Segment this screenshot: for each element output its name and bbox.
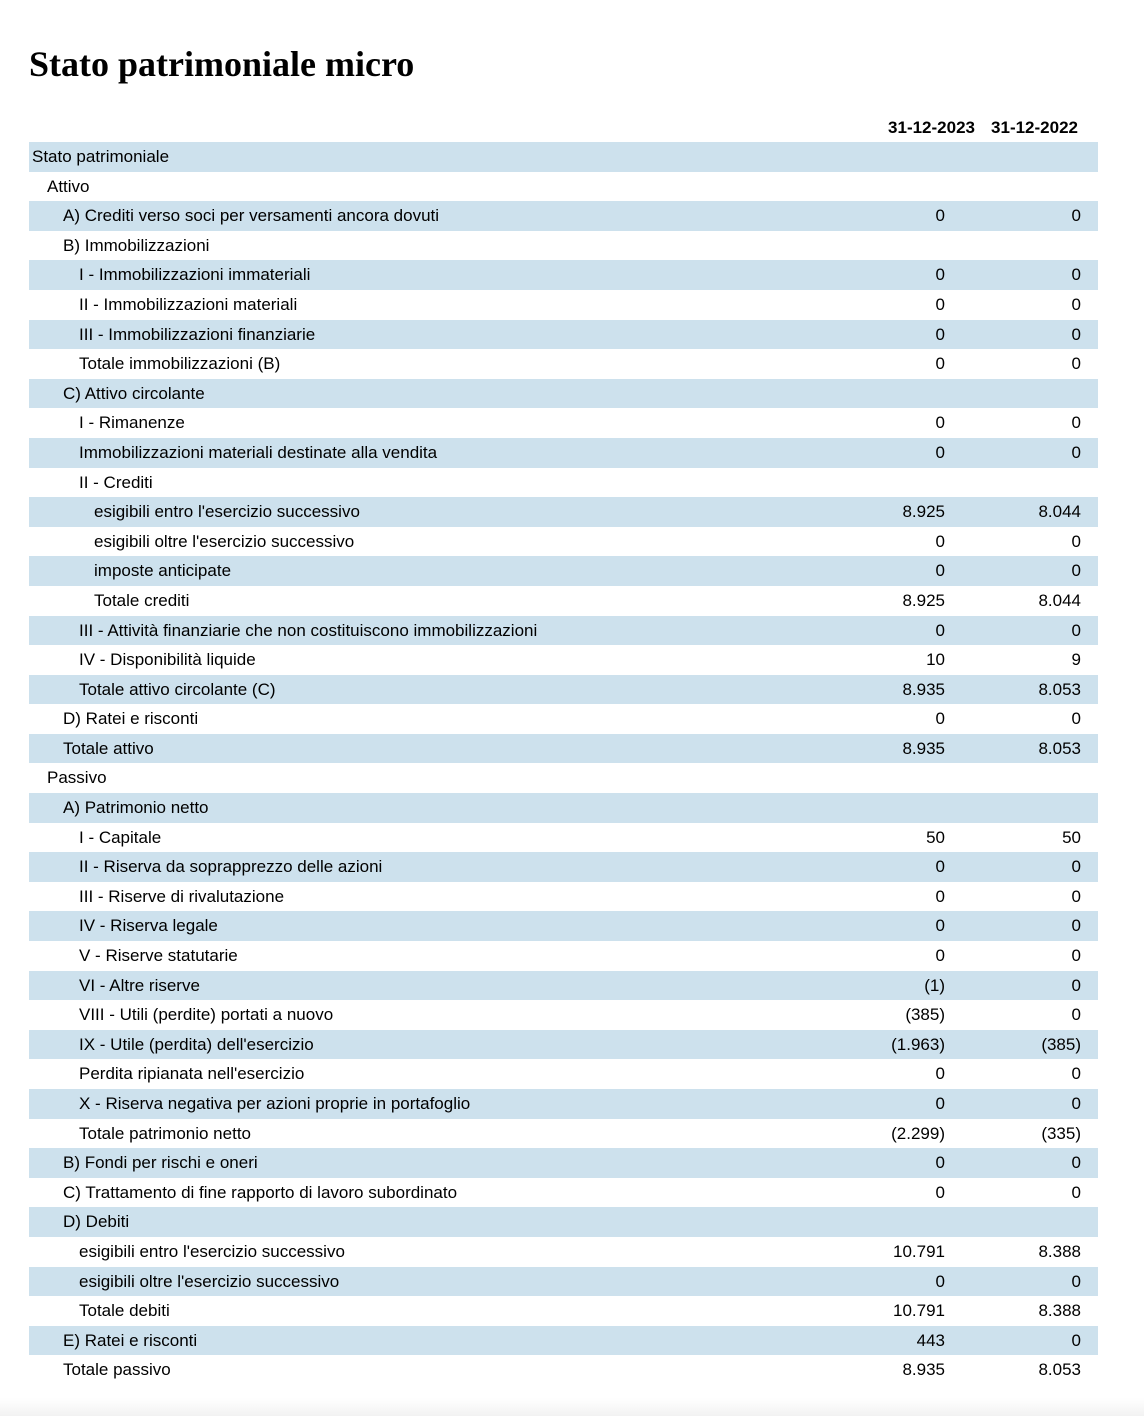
table-row	[29, 1267, 1098, 1297]
row-label: Totale attivo	[63, 738, 154, 758]
page-bottom-edge	[0, 1398, 1144, 1416]
table-row	[29, 260, 1098, 290]
row-label: D) Debiti	[63, 1212, 130, 1232]
value-2023: 443	[916, 1330, 945, 1350]
row-label: IV - Disponibilità liquide	[79, 650, 256, 670]
value-2023: 0	[935, 531, 945, 551]
table-row	[29, 231, 1098, 261]
value-2023: 0	[935, 857, 945, 877]
row-label: II - Riserva da soprapprezzo delle azioni	[79, 857, 383, 877]
value-2022: (335)	[1041, 1123, 1081, 1143]
value-2023: 10.791	[893, 1241, 945, 1261]
table-row	[29, 1237, 1098, 1267]
value-2023: 10	[926, 650, 945, 670]
value-2023: 0	[935, 354, 945, 374]
value-2022: 0	[1071, 1182, 1081, 1202]
row-label: IV - Riserva legale	[79, 916, 218, 936]
row-label: Stato patrimoniale	[32, 147, 170, 166]
table-row	[29, 290, 1098, 320]
column-headers	[29, 113, 1098, 142]
row-label: VI - Altre riserve	[79, 975, 200, 995]
table-row	[29, 468, 1098, 498]
column-header-2023: 31-12-2023	[888, 118, 975, 137]
value-2023: 0	[935, 442, 945, 462]
row-label: Totale passivo	[63, 1360, 171, 1380]
row-label: Totale debiti	[79, 1301, 170, 1321]
value-2022: 0	[1071, 886, 1081, 906]
row-label: E) Ratei e risconti	[63, 1330, 198, 1350]
table-row	[29, 1148, 1098, 1178]
table-row	[29, 675, 1098, 705]
column-header-2022: 31-12-2022	[991, 118, 1078, 137]
table-row	[29, 556, 1098, 586]
value-2023: 0	[935, 265, 945, 285]
table-row	[29, 911, 1098, 941]
table-row	[29, 1030, 1098, 1060]
value-2022: 8.044	[1038, 590, 1081, 610]
value-2022: 0	[1071, 1330, 1081, 1350]
table-row	[29, 142, 1098, 172]
table-row	[29, 586, 1098, 616]
row-label: III - Immobilizzazioni finanziarie	[79, 324, 316, 344]
value-2022: 0	[1071, 442, 1081, 462]
row-label: A) Crediti verso soci per versamenti ancora dovuti	[63, 206, 440, 226]
value-2023: 0	[935, 413, 945, 433]
table-row	[29, 1296, 1098, 1326]
value-2022: 0	[1071, 294, 1081, 314]
value-2023: 0	[935, 294, 945, 314]
value-2022: 0	[1071, 1153, 1081, 1173]
table-row	[29, 1059, 1098, 1089]
table-row	[29, 1207, 1098, 1237]
row-label: Totale crediti	[94, 590, 190, 610]
table-row	[29, 763, 1098, 793]
value-2022: 8.388	[1038, 1241, 1081, 1261]
table-row	[29, 882, 1098, 912]
value-2022: 0	[1071, 620, 1081, 640]
row-label: III - Attività finanziarie che non costituiscono immobilizzazioni	[79, 620, 538, 640]
value-2022: 8.053	[1038, 679, 1081, 699]
table-row	[29, 1000, 1098, 1030]
value-2022: 0	[1071, 1005, 1081, 1025]
row-label: B) Immobilizzazioni	[63, 235, 210, 255]
row-label: II - Crediti	[79, 472, 153, 492]
table-row	[29, 527, 1098, 557]
value-2022: 0	[1071, 206, 1081, 226]
value-2022: 0	[1071, 1064, 1081, 1084]
value-2023: 0	[935, 886, 945, 906]
table-row	[29, 408, 1098, 438]
row-label: IX - Utile (perdita) dell'esercizio	[79, 1034, 314, 1054]
value-2022: 8.044	[1038, 502, 1081, 522]
table-row	[29, 793, 1098, 823]
value-2023: 10.791	[893, 1301, 945, 1321]
table-row	[29, 645, 1098, 675]
row-label: X - Riserva negativa per azioni proprie in portafoglio	[79, 1094, 471, 1113]
value-2023: 0	[935, 946, 945, 966]
row-label: B) Fondi per rischi e oneri	[63, 1153, 258, 1173]
value-2022: 50	[1062, 827, 1081, 847]
value-2023: 0	[935, 709, 945, 729]
table-row	[29, 1119, 1098, 1149]
row-label: Totale patrimonio netto	[79, 1123, 251, 1143]
value-2022: 0	[1071, 1094, 1081, 1113]
value-2022: 0	[1071, 354, 1081, 374]
row-label: III - Riserve di rivalutazione	[79, 886, 285, 906]
table-row	[29, 172, 1098, 202]
row-label: D) Ratei e risconti	[63, 709, 199, 729]
page-title: Stato patrimoniale micro	[29, 44, 415, 84]
table-row	[29, 379, 1098, 409]
value-2022: 0	[1071, 561, 1081, 581]
table-row	[29, 941, 1098, 971]
row-label: esigibili entro l'esercizio successivo	[94, 502, 360, 522]
table-row	[29, 971, 1098, 1001]
row-label: VIII - Utili (perdite) portati a nuovo	[79, 1005, 334, 1025]
value-2022: 0	[1071, 946, 1081, 966]
value-2023: 0	[935, 1064, 945, 1084]
table-row	[29, 1355, 1098, 1385]
value-2023: 0	[935, 916, 945, 936]
value-2023: 8.925	[902, 590, 945, 610]
table-row	[29, 349, 1098, 379]
value-2023: (1.963)	[891, 1034, 945, 1054]
row-label: Totale attivo circolante (C)	[79, 679, 276, 699]
table-row	[29, 320, 1098, 350]
value-2022: 0	[1071, 413, 1081, 433]
value-2022: (385)	[1041, 1034, 1081, 1054]
table-row	[29, 1178, 1098, 1208]
table-row	[29, 852, 1098, 882]
value-2022: 0	[1071, 1271, 1081, 1291]
row-label: imposte anticipate	[94, 561, 232, 581]
value-2023: 8.935	[902, 679, 945, 699]
row-label: esigibili oltre l'esercizio successivo	[94, 531, 355, 551]
row-label: Perdita ripianata nell'esercizio	[79, 1064, 305, 1084]
row-label: V - Riserve statutarie	[79, 946, 238, 966]
value-2022: 0	[1071, 975, 1081, 995]
value-2023: 0	[935, 1182, 945, 1202]
row-label: C) Trattamento di fine rapporto di lavoro subordinato	[63, 1182, 458, 1202]
value-2023: 8.935	[902, 738, 945, 758]
value-2023: 8.935	[902, 1360, 945, 1380]
value-2022: 8.053	[1038, 1360, 1081, 1380]
table-row	[29, 823, 1098, 853]
value-2022: 0	[1071, 531, 1081, 551]
row-label: Passivo	[47, 768, 107, 788]
row-label: esigibili oltre l'esercizio successivo	[79, 1271, 340, 1291]
value-2023: 50	[926, 827, 945, 847]
value-2023: (385)	[905, 1005, 945, 1025]
table-row	[29, 734, 1098, 764]
row-label: C) Attivo circolante	[63, 383, 205, 403]
row-label: I - Capitale	[79, 827, 162, 847]
row-label: Totale immobilizzazioni (B)	[79, 354, 281, 374]
table-row	[29, 704, 1098, 734]
value-2023: 0	[935, 1094, 945, 1113]
value-2023: (1)	[924, 975, 945, 995]
row-label: I - Immobilizzazioni immateriali	[79, 265, 311, 285]
value-2023: 0	[935, 561, 945, 581]
value-2023: 8.925	[902, 502, 945, 522]
table-row	[29, 616, 1098, 646]
value-2023: (2.299)	[891, 1123, 945, 1143]
table-row	[29, 1089, 1098, 1119]
table-row	[29, 201, 1098, 231]
table-row	[29, 1326, 1098, 1356]
value-2022: 0	[1071, 709, 1081, 729]
value-2023: 0	[935, 620, 945, 640]
value-2022: 8.053	[1038, 738, 1081, 758]
table-row	[29, 497, 1098, 527]
row-label: Attivo	[47, 176, 90, 196]
value-2023: 0	[935, 1153, 945, 1173]
value-2022: 0	[1071, 324, 1081, 344]
row-label: I - Rimanenze	[79, 413, 185, 433]
value-2022: 8.388	[1038, 1301, 1081, 1321]
value-2023: 0	[935, 206, 945, 226]
value-2022: 0	[1071, 265, 1081, 285]
row-label: A) Patrimonio netto	[63, 798, 209, 818]
row-label: II - Immobilizzazioni materiali	[79, 294, 298, 314]
value-2022: 0	[1071, 857, 1081, 877]
balance-sheet-table	[29, 142, 1098, 1385]
value-2022: 9	[1071, 650, 1081, 670]
value-2023: 0	[935, 1271, 945, 1291]
table-row	[29, 438, 1098, 468]
value-2023: 0	[935, 324, 945, 344]
row-label: esigibili entro l'esercizio successivo	[79, 1241, 345, 1261]
row-label: Immobilizzazioni materiali destinate alla vendita	[79, 442, 438, 462]
value-2022: 0	[1071, 916, 1081, 936]
